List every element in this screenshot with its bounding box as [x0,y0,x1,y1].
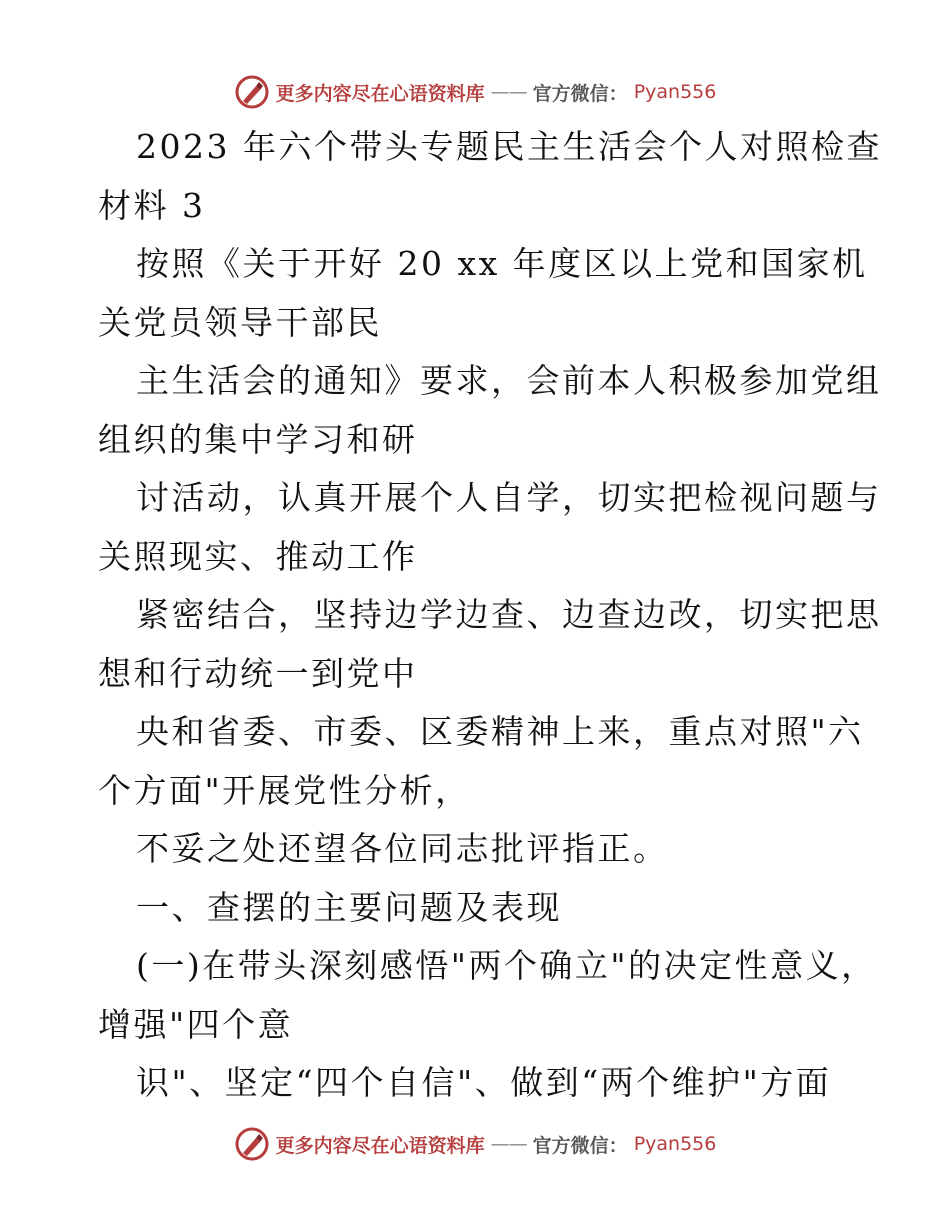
text-line: 识"、坚定“四个自信"、做到“两个维护"方面 [136,1063,832,1102]
text-line: 想和行动统一到党中 [98,653,418,693]
text-line: 央和省委、市委、区委精神上来，重点对照"六 [136,712,864,751]
text-line: 2023 年六个带头专题民主生活会个人对照检查 [136,127,882,166]
text-line: 主生活会的通知》要求，会前本人积极参加党组 [136,361,882,400]
header-watermark [0,74,950,110]
text-line: 增强"四个意 [98,1004,294,1044]
text-line: 一、查摆的主要问题及表现 [136,887,562,927]
text-line: 关党员领导干部民 [98,302,382,342]
watermark-text: 更多内容尽在心语资料库 [275,82,485,105]
watermark-wechat-id: Pyan556 [633,1133,717,1155]
watermark-official-label: 官方微信： [532,82,628,105]
watermark-wechat-id: Pyan556 [633,81,717,103]
text-line: 组织的集中学习和研 [98,419,418,459]
text-line: 材料 3 [98,185,206,225]
text-line: 讨活动，认真开展个人自学，切实把检视问题与 [136,478,882,517]
watermark-official-label: 官方微信： [532,1134,628,1157]
text-line: 关照现实、推动工作 [98,536,418,576]
document-body [98,118,882,1113]
text-line: 不妥之处还望各位同志批评指正。 [136,829,669,868]
text-line: (一)在带头深刻感悟"两个确立"的决定性意义， [136,946,877,985]
text-line: 按照《关于开好 20 xx 年度区以上党和国家机 [136,244,868,283]
pen-logo-icon [234,74,270,110]
watermark-separator: —— [490,81,527,103]
watermark-separator: —— [490,1133,527,1155]
text-line: 紧密结合，坚持边学边查、边查边改，切实把思 [136,595,882,634]
watermark-text: 更多内容尽在心语资料库 [275,1134,485,1157]
pen-logo-icon [234,1126,270,1162]
footer-watermark [0,1126,950,1162]
text-line: 个方面"开展党性分析， [98,770,471,810]
